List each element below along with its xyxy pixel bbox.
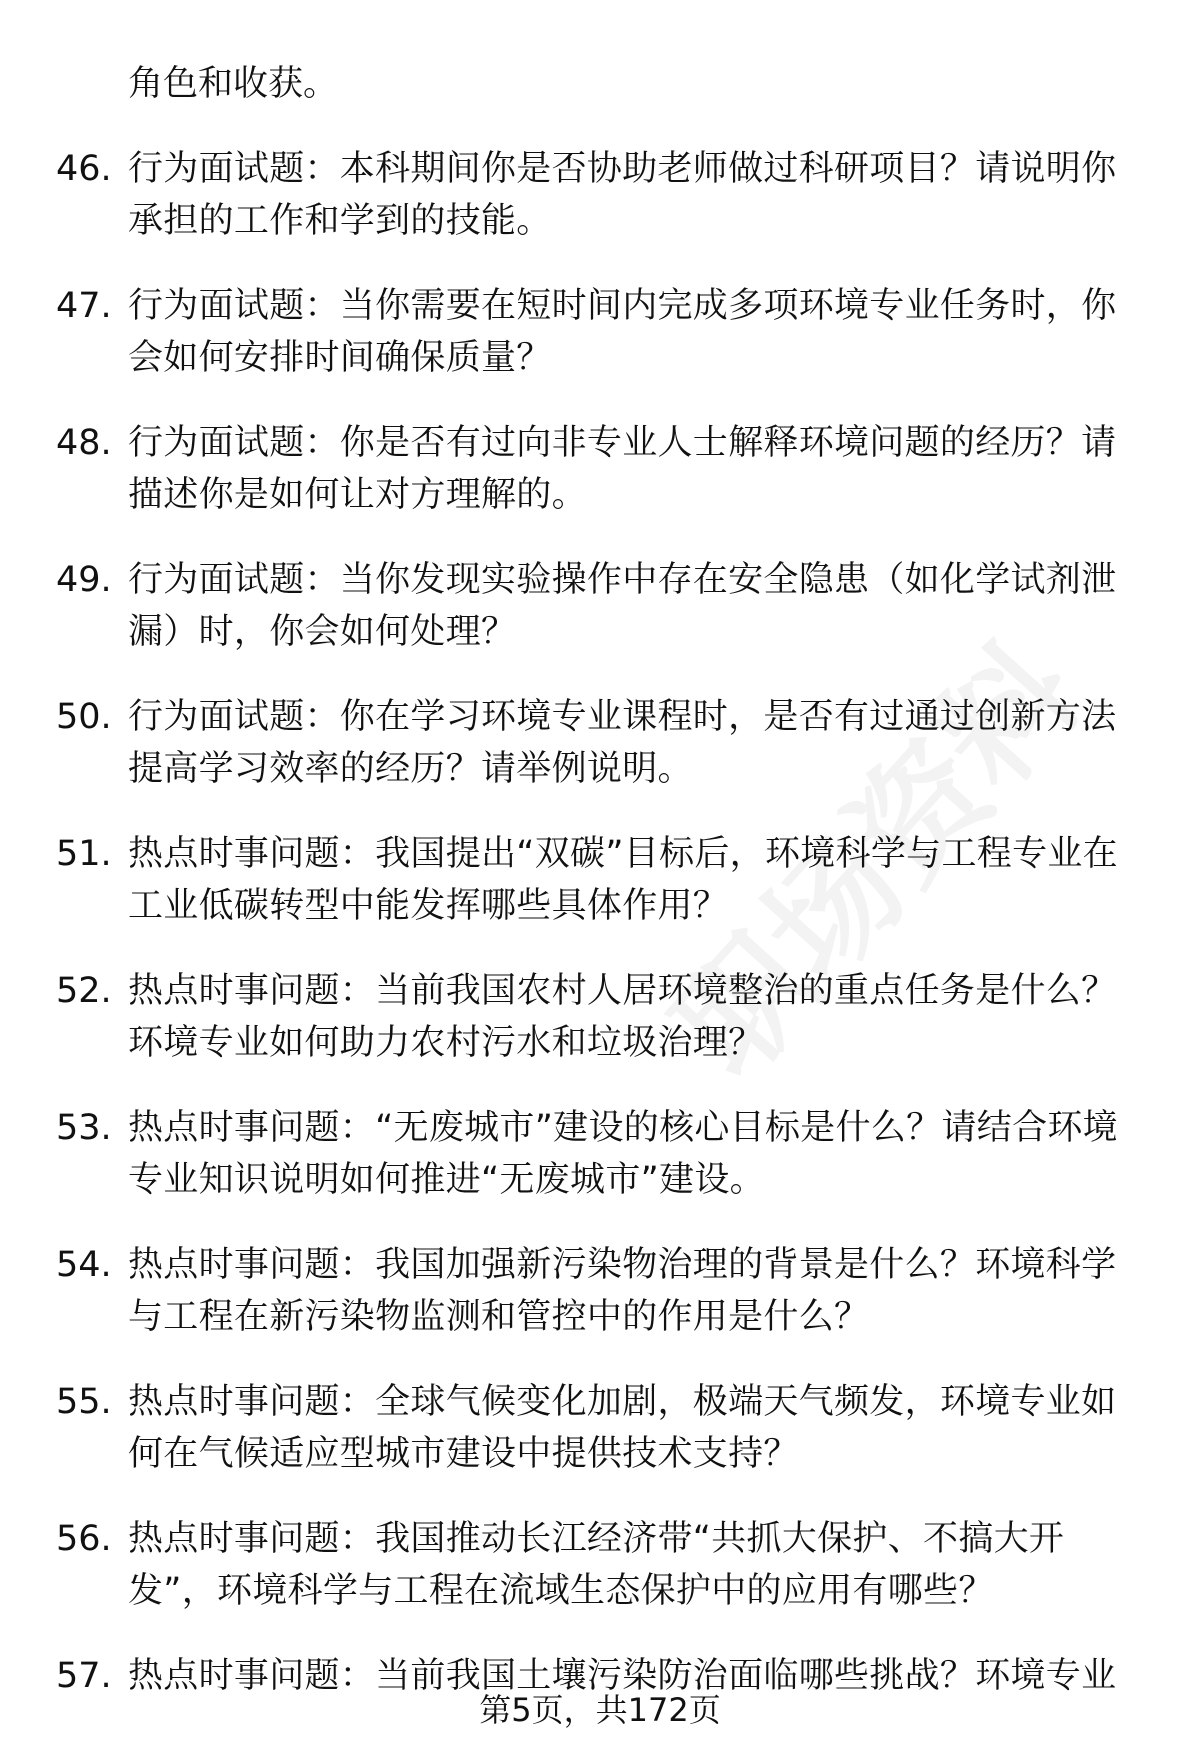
item-number: 47.: [56, 286, 112, 326]
item-number: 52.: [56, 971, 112, 1011]
item-text: 行为面试题：你是否有过向非专业人士解释环境问题的经历？请描述你是如何让对方理解的。: [128, 423, 1117, 515]
item-number: 56.: [56, 1519, 112, 1559]
item-text: 热点时事问题：当前我国农村人居环境整治的重点任务是什么？环境专业如何助力农村污水和垃圾治理？: [128, 971, 1117, 1063]
item-number: 55.: [56, 1382, 112, 1422]
page-number-footer: 第5页，共172页: [479, 1691, 721, 1729]
item-text: 热点时事问题：我国加强新污染物治理的背景是什么？环境科学与工程在新污染物监测和管控中的作用是什么？: [128, 1245, 1117, 1337]
list-item: [56, 280, 1146, 384]
item-number: 46.: [56, 149, 112, 189]
list-item: [56, 828, 1146, 932]
item-text: 热点时事问题：当前我国土壤污染防治面临哪些挑战？环境专业: [128, 1656, 1117, 1696]
list-item: [56, 554, 1146, 658]
list-item: [56, 691, 1146, 795]
list-item: [56, 1513, 1146, 1617]
item-number: 57.: [56, 1656, 112, 1696]
list-item: [56, 417, 1146, 521]
list-item: [56, 1376, 1146, 1480]
item-text: 行为面试题：本科期间你是否协助老师做过科研项目？请说明你承担的工作和学到的技能。: [128, 149, 1117, 241]
item-number: 49.: [56, 560, 112, 600]
item-text: 热点时事问题：我国推动长江经济带“共抓大保护、不搞大开发”，环境科学与工程在流域生态保护中的应用有哪些？: [128, 1519, 1065, 1611]
list-item: [56, 1239, 1146, 1343]
list-item: [56, 143, 1146, 247]
item-text: 行为面试题：当你发现实验操作中存在安全隐患（如化学试剂泄漏）时，你会如何处理？: [128, 560, 1117, 652]
item-text: 热点时事问题：“无废城市”建设的核心目标是什么？请结合环境专业知识说明如何推进“无废城市”建设。: [128, 1108, 1118, 1200]
continuation-text: 角色和收获。: [128, 64, 339, 104]
item-text: 热点时事问题：我国提出“双碳”目标后，环境科学与工程专业在工业低碳转型中能发挥哪些具体作用？: [128, 834, 1118, 926]
item-number: 48.: [56, 423, 112, 463]
item-number: 54.: [56, 1245, 112, 1285]
item-number: 51.: [56, 834, 112, 874]
list-item: [56, 1102, 1146, 1206]
item-text: 行为面试题：当你需要在短时间内完成多项环境专业任务时，你会如何安排时间确保质量？: [128, 286, 1117, 378]
item-number: 50.: [56, 697, 112, 737]
item-text: 行为面试题：你在学习环境专业课程时，是否有过通过创新方法提高学习效率的经历？请举例说明。: [128, 697, 1117, 789]
item-number: 53.: [56, 1108, 112, 1148]
question-list: [56, 58, 1146, 1702]
list-item: [56, 965, 1146, 1069]
item-text: 热点时事问题：全球气候变化加剧，极端天气频发，环境专业如何在气候适应型城市建设中提供技术支持？: [128, 1382, 1117, 1474]
